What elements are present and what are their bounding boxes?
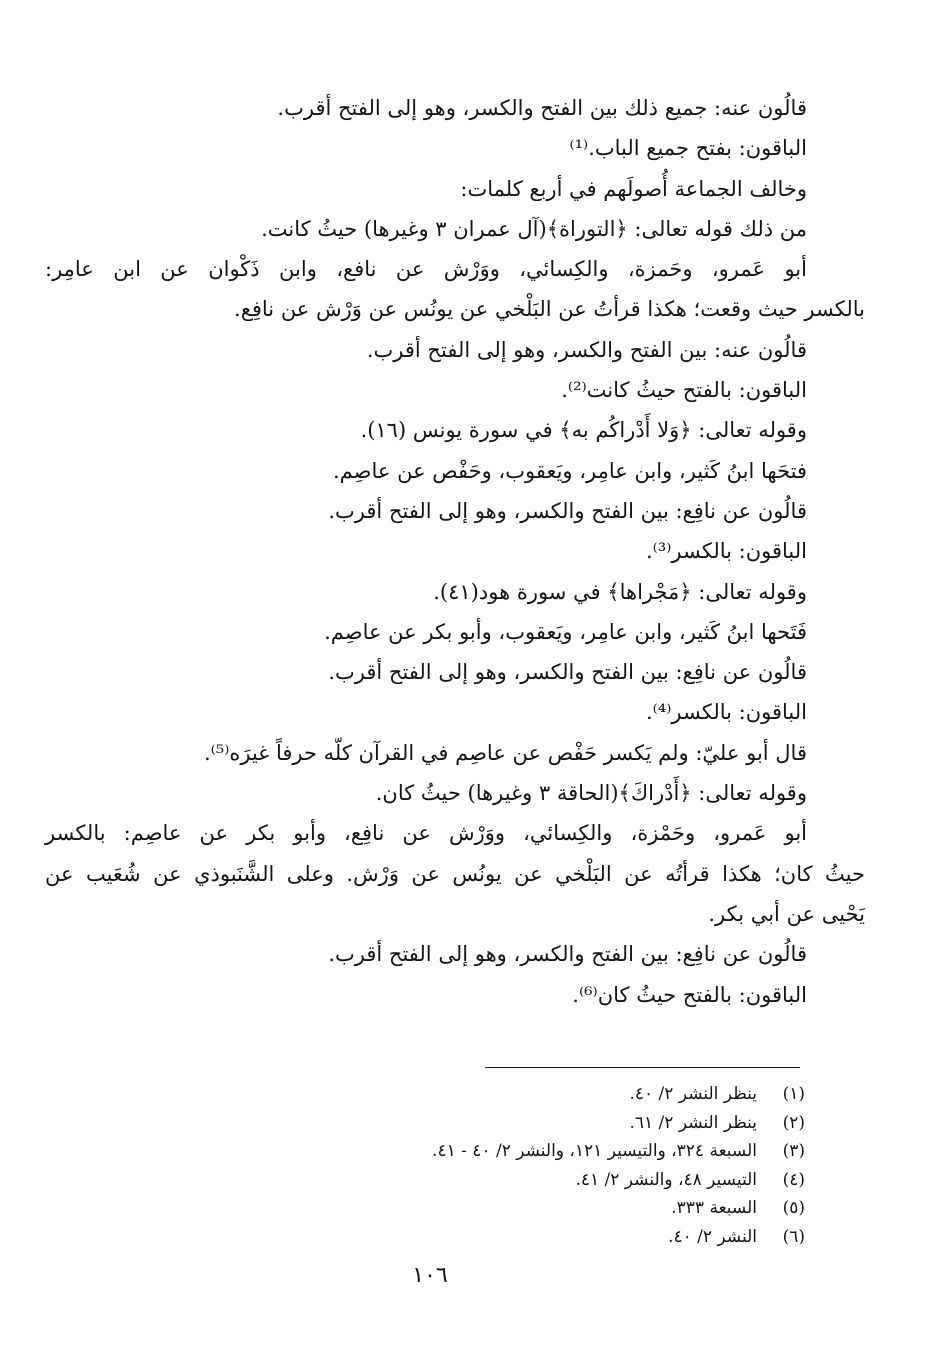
footnote-number: (٣): [782, 1141, 805, 1161]
footnote-text: النشر ٢/ ٤٠.: [668, 1226, 757, 1247]
text-line: قال أبو عليّ: ولم يَكسر حَفْص عن عاصِم في القرآن كلّه حرفاً غيرَه⁽⁵⁾.: [203, 740, 807, 765]
footnote-text: ينظر النشر ٢/ ٦١.: [629, 1112, 757, 1133]
text-line: من ذلك قوله تعالى: ﴿التوراة﴾(آل عمران ٣ وغيرها) حيثُ كانت.: [261, 216, 807, 241]
page-number: ١٠٦: [412, 1263, 448, 1288]
text-line: أبو عَمرو، وحَمْزة، والكِسائي، ووَرْش عن نافِع، وأبو بكر عن عاصِم: بالكسر: [45, 821, 807, 846]
text-line: فتحَها ابنُ كَثير، وابن عامِر، ويَعقوب، وحَفْص عن عاصِم.: [333, 458, 807, 483]
footnote: [285, 1223, 805, 1252]
text-line: الباقون: بالكسر⁽⁴⁾.: [645, 700, 807, 725]
main-text: [45, 88, 865, 1015]
text-line: بالكسر حيث وقعت؛ هكذا قرأتُ عن البَلْخي عن يونُس عن وَرْش عن نافِع.: [234, 297, 865, 322]
footnote-number: (٥): [782, 1198, 805, 1218]
footnote-number: (٤): [782, 1169, 805, 1190]
footnote-number: (٢): [782, 1112, 805, 1133]
footnote: [285, 1194, 805, 1223]
footnote: [285, 1109, 805, 1138]
text-line: وقوله تعالى: ﴿أَدْراكَ﴾(الحاقة ٣ وغيرها) حيثُ كان.: [375, 781, 807, 806]
text-line: أبو عَمرو، وحَمزة، والكِسائي، ووَرْش عن نافع، وابن ذَكْوان عن ابن عامِر:: [45, 257, 807, 282]
text-line: الباقون: بالفتح حيثُ كانت⁽²⁾.: [561, 378, 807, 403]
footnote: [285, 1137, 805, 1166]
text-line: الباقون: بالكسر⁽³⁾.: [645, 539, 807, 564]
footnote-separator: [485, 1067, 800, 1068]
footnote-text: السبعة ٣٢٤، والتيسير ١٢١، والنشر ٢/ ٤٠ - ٤١.: [432, 1141, 757, 1161]
text-line: فَتَحها ابنُ كَثير، وابن عامِر، ويَعقوب، وأبو بكر عن عاصِم.: [324, 619, 807, 644]
footnote-text: التيسير ٤٨، والنشر ٢/ ٤١.: [575, 1169, 757, 1190]
text-line: وقوله تعالى: ﴿مَجْراها﴾ في سورة هود(٤١).: [433, 579, 807, 604]
footnote-text: السبعة ٣٣٣.: [671, 1198, 757, 1218]
text-line: يَحْيى عن أبي بكر.: [708, 901, 865, 926]
footnote-number: (١): [782, 1084, 805, 1104]
footnotes: [285, 1080, 805, 1251]
text-line: قالُون عن نافِع: بين الفتح والكسر، وهو إلى الفتح أقرب.: [328, 942, 807, 967]
footnote: [285, 1080, 805, 1109]
text-line: الباقون: بفتح جميع الباب.⁽¹⁾: [569, 136, 807, 161]
text-line: وخالف الجماعة أُصولَهم في أربع كلمات:: [460, 176, 807, 201]
text-line: وقوله تعالى: ﴿وَلا أَدْراكُم به﴾ في سورة يونس (١٦).: [360, 418, 807, 443]
text-line: قالُون عن نافِع: بين الفتح والكسر، وهو إلى الفتح أقرب.: [328, 660, 807, 685]
text-line: قالُون عنه: بين الفتح والكسر، وهو إلى الفتح أقرب.: [366, 337, 807, 362]
text-line: قالُون عن نافِع: بين الفتح والكسر، وهو إلى الفتح أقرب.: [328, 498, 807, 523]
footnote-number: (٦): [782, 1226, 805, 1247]
footnote-text: ينظر النشر ٢/ ٤٠.: [629, 1084, 757, 1104]
text-line: الباقون: بالفتح حيثُ كان⁽⁶⁾.: [572, 982, 807, 1007]
text-line: قالُون عنه: جميع ذلك بين الفتح والكسر، وهو إلى الفتح أقرب.: [277, 96, 807, 120]
text-line: حيثُ كان؛ هكذا قرأتُه عن البَلْخي عن يونُس عن وَرْش. وعلى الشَّنَبوذي عن شُعَيب عن: [45, 861, 865, 886]
footnote: [285, 1166, 805, 1195]
